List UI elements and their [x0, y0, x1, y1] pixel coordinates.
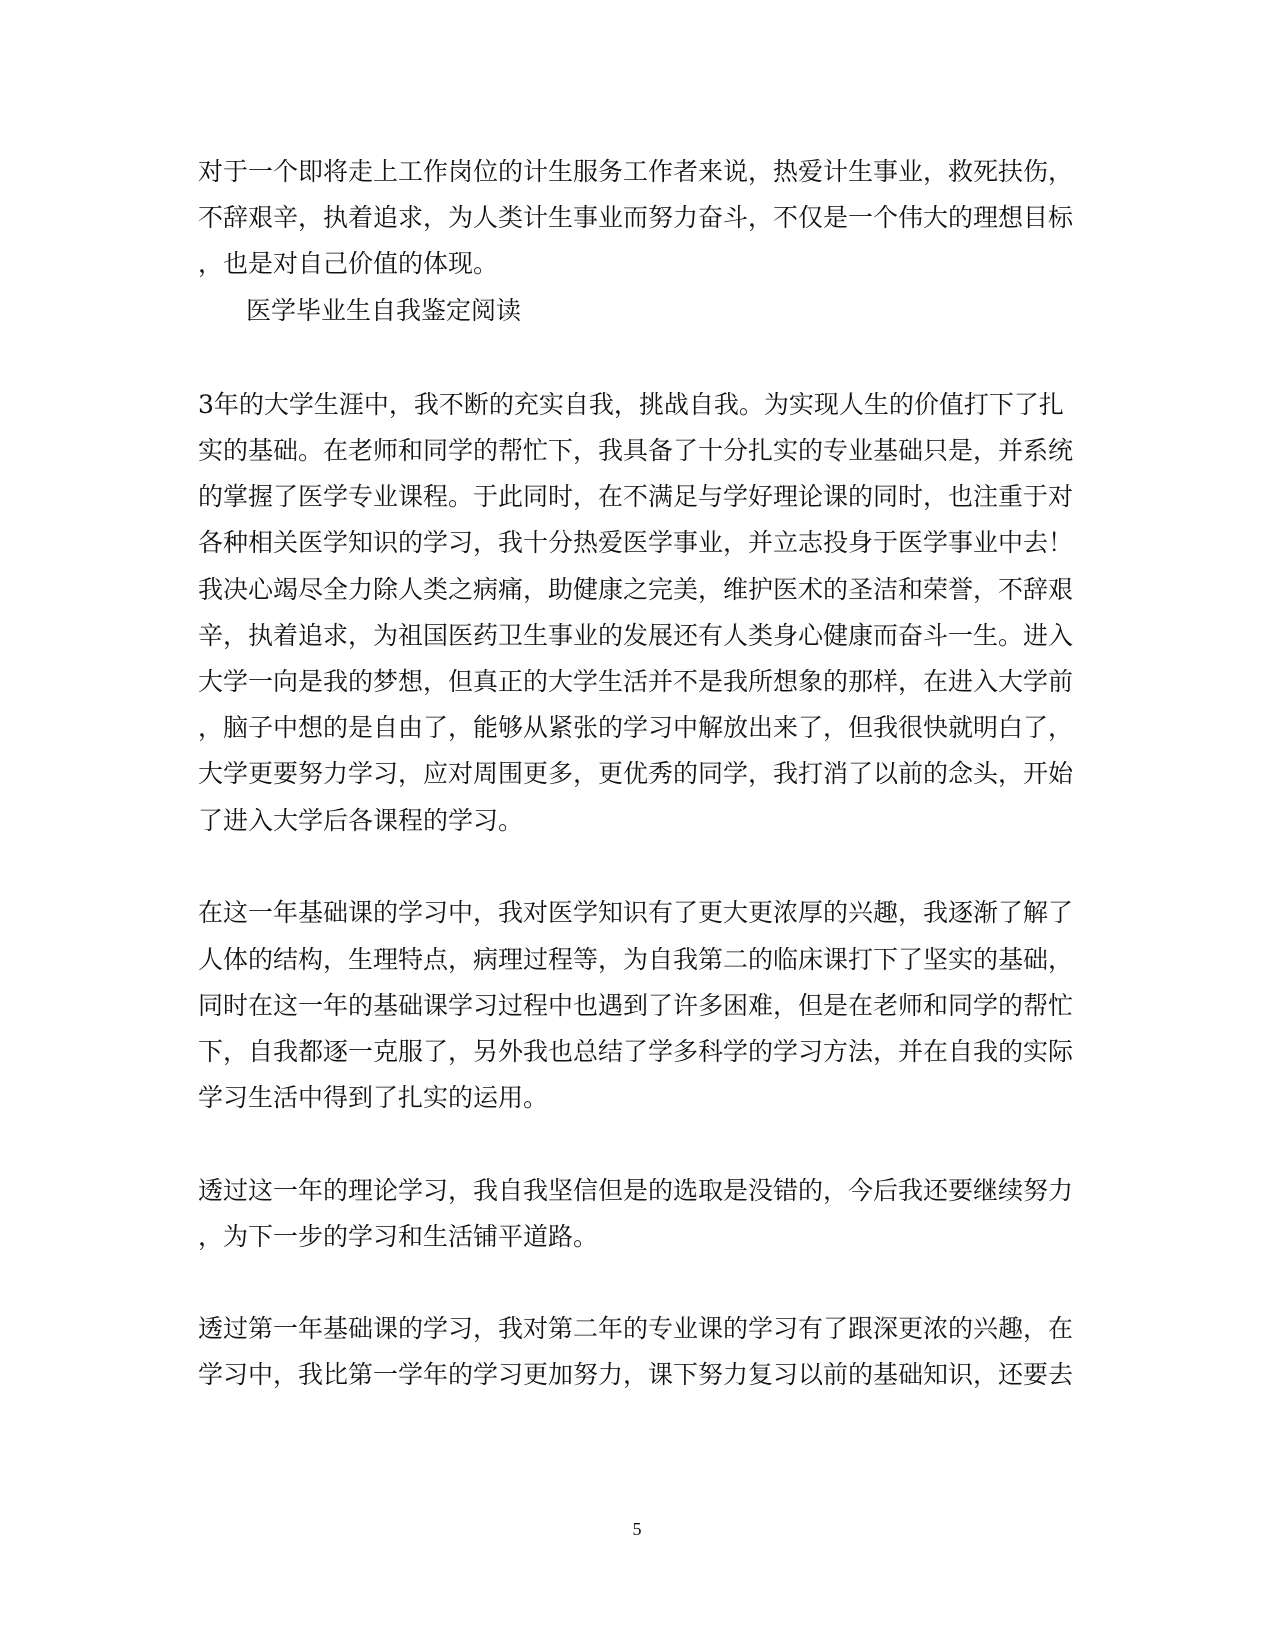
text-line: 对于一个即将走上工作岗位的计生服务工作者来说，热爱计生事业，救死扶伤，	[198, 157, 1074, 186]
page-number: 5	[632, 1519, 642, 1539]
text-line: 下，自我都逐一克服了，另外我也总结了学多科学的学习方法，并在自我的实际	[198, 1037, 1074, 1066]
text-line: 各种相关医学知识的学习，我十分热爱医学事业，并立志投身于医学事业中去！	[198, 528, 1074, 557]
text-line: 大学更要努力学习，应对周围更多，更优秀的同学，我打消了以前的念头，开始	[198, 759, 1074, 788]
text-line: 实的基础。在老师和同学的帮忙下，我具备了十分扎实的专业基础只是，并系统	[198, 436, 1074, 465]
text-line: ，为下一步的学习和生活铺平道路。	[198, 1222, 599, 1251]
text-line: 大学一向是我的梦想，但真正的大学生活并不是我所想象的那样，在进入大学前	[198, 667, 1074, 696]
text-line: 我决心竭尽全力除人类之病痛，助健康之完美，维护医术的圣洁和荣誉，不辞艰	[198, 575, 1074, 604]
text-line: ，脑子中想的是自由了，能够从紧张的学习中解放出来了，但我很快就明白了，	[198, 713, 1074, 742]
text-line: 透过第一年基础课的学习，我对第二年的专业课的学习有了跟深更浓的兴趣，在	[198, 1314, 1074, 1343]
text-line: ，也是对自己价值的体现。	[198, 249, 499, 278]
text-line: 透过这一年的理论学习，我自我坚信但是的选取是没错的，今后我还要继续努力	[198, 1176, 1074, 1205]
text-line: 不辞艰辛，执着追求，为人类计生事业而努力奋斗，不仅是一个伟大的理想目标	[198, 203, 1074, 232]
text-line: 了进入大学后各课程的学习。	[198, 806, 524, 835]
text-line: 在这一年基础课的学习中，我对医学知识有了更大更浓厚的兴趣，我逐渐了解了	[198, 898, 1074, 927]
text-line: 学习中，我比第一学年的学习更加努力，课下努力复习以前的基础知识，还要去	[198, 1360, 1074, 1389]
text-line: 3年的大学生涯中，我不断的充实自我，挑战自我。为实现人生的价值打下了扎	[198, 390, 1064, 419]
text-line: 人体的结构，生理特点，病理过程等，为自我第二的临床课打下了坚实的基础，	[198, 945, 1074, 974]
text-line: 同时在这一年的基础课学习过程中也遇到了许多困难，但是在老师和同学的帮忙	[198, 991, 1074, 1020]
text-line: 辛，执着追求，为祖国医药卫生事业的发展还有人类身心健康而奋斗一生。进入	[198, 621, 1074, 650]
text-line: 学习生活中得到了扎实的运用。	[198, 1083, 549, 1112]
section-heading: 医学毕业生自我鉴定阅读	[246, 296, 522, 325]
text-line: 的掌握了医学专业课程。于此同时，在不满足与学好理论课的同时，也注重于对	[198, 482, 1074, 511]
